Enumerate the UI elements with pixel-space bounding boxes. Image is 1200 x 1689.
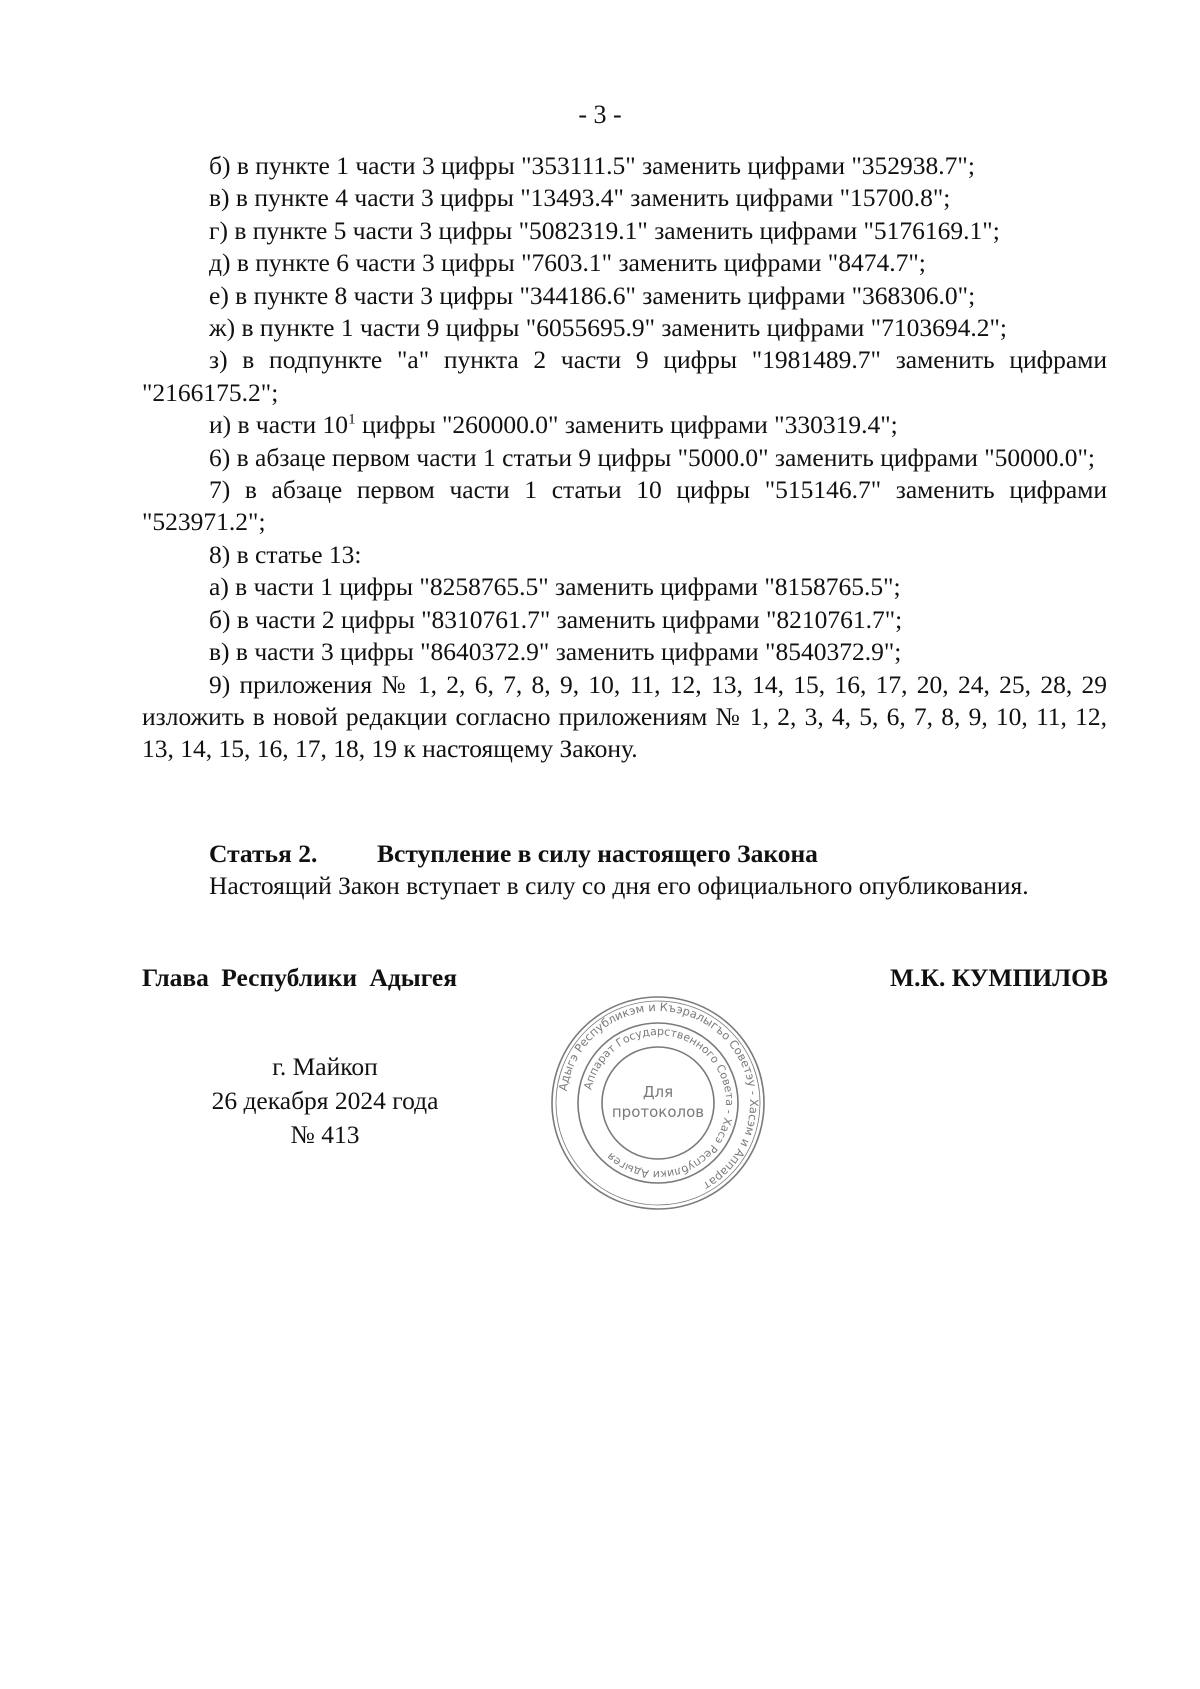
city: г. Майкоп <box>272 1052 378 1081</box>
signatory-name: М.К. КУМПИЛОВ <box>890 963 1108 992</box>
amendments-list <box>142 150 1107 766</box>
paragraph-v1: в) в пункте 4 части 3 цифры "13493.4" заменить цифрами "15700.8"; <box>209 183 951 213</box>
law-number: № 413 <box>290 1120 360 1149</box>
article-text: Настоящий Закон вступает в силу со дня его официального опубликования. <box>209 871 1029 900</box>
paragraph-6: 6) в абзаце первом части 1 статьи 9 цифры "5000.0" заменить цифрами "50000.0"; <box>209 442 1096 472</box>
signatory-position: Глава Республики Адыгея <box>142 963 458 992</box>
article-number: Статья 2. <box>209 839 318 868</box>
paragraph-9: 9) приложения № 1, 2, 6, 7, 8, 9, 10, 11, 12, 13, 14, 15, 16, 17, 20, 24, 25, 28, 29 изложить в новой редакции согласно приложениям № 1, 2, 3, 4, 5, 6, 7, 8, 9, 10, 11, 12, 13, 14, 15, 16, 17, 18, 19 к настоящему Закону. <box>142 669 1107 764</box>
paragraph-8: 8) в статье 13: <box>209 539 362 569</box>
paragraph-i1 <box>142 409 1107 441</box>
place-date-block <box>195 1050 455 1152</box>
paragraph-i1-start: и) в части 10 <box>209 410 349 440</box>
seal-inner-text: Аппарат Государственного Совета - Хасэ Республики Адыгея <box>581 1024 737 1182</box>
paragraph-8b: б) в части 2 цифры "8310761.7" заменить цифрами "8210761.7"; <box>209 604 903 634</box>
seal-stamp-graphic <box>548 993 768 1213</box>
seal-stamp <box>548 993 768 1213</box>
page-number: - 3 - <box>578 100 622 129</box>
paragraph-7: 7) в абзаце первом части 1 статьи 10 цифры "515146.7" заменить цифрами "523971.2"; <box>142 475 1107 537</box>
paragraph-8v: в) в части 3 цифры "8640372.9" заменить цифрами "8540372.9"; <box>209 637 902 667</box>
paragraph-z1: з) в подпункте "а" пункта 2 части 9 цифры "1981489.7" заменить цифрами "2166175.2"; <box>142 345 1107 407</box>
paragraph-zh1: ж) в пункте 1 части 9 цифры "6055695.9" заменить цифрами "7103694.2"; <box>209 313 1007 343</box>
paragraph-d1: д) в пункте 6 части 3 цифры "7603.1" заменить цифрами "8474.7"; <box>209 248 926 278</box>
article-heading <box>142 838 1122 870</box>
paragraph-b1: б) в пункте 1 части 3 цифры "353111.5" заменить цифрами "352938.7"; <box>209 151 975 180</box>
paragraph-i1-rest: цифры "260000.0" заменить цифрами "330319.4"; <box>355 410 898 440</box>
seal-center-line1: Для <box>642 1083 674 1101</box>
paragraph-e1: е) в пункте 8 части 3 цифры "344186.6" заменить цифрами "368306.0"; <box>209 280 976 310</box>
paragraph-8a: а) в части 1 цифры "8258765.5" заменить цифрами "8158765.5"; <box>209 572 901 602</box>
article-2 <box>142 838 1122 902</box>
seal-center-line2: протоколов <box>611 1103 705 1121</box>
article-title: Вступление в силу настоящего Закона <box>377 839 818 868</box>
paragraph-i1-superscript: 1 <box>348 411 356 428</box>
seal-outer-text: Адыгэ Республикэм и Къэралыгъо Советэу - Хасэм и Аппарат <box>555 999 762 1194</box>
paragraph-g1: г) в пункте 5 части 3 цифры "5082319.1" заменить цифрами "5176169.1"; <box>209 215 1000 245</box>
date: 26 декабря 2024 года <box>211 1086 439 1115</box>
